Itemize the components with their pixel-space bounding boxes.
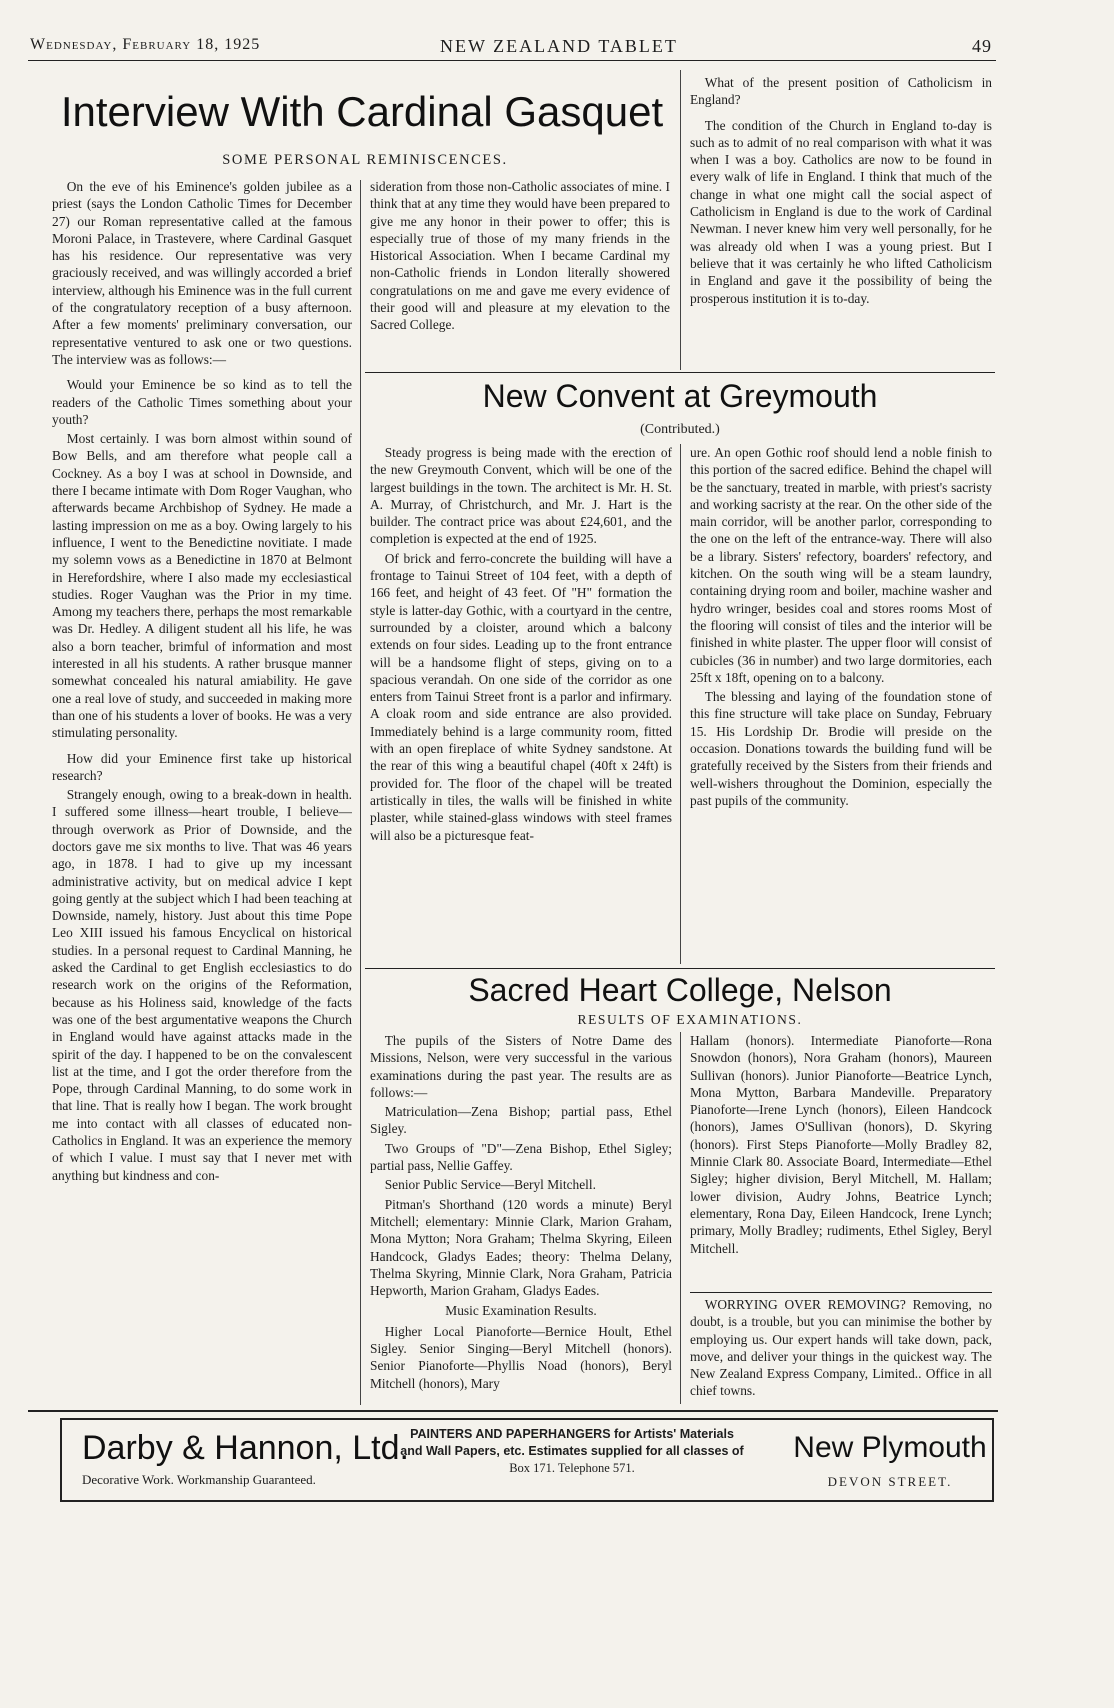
- convent-byline: (Contributed.): [640, 422, 720, 437]
- interview-question: Would your Eminence be so kind as to tell the readers of the Catholic Times something about your youth?: [52, 377, 352, 427]
- advert-street: DEVON STREET.: [827, 1474, 953, 1489]
- convent-paragraph: Of brick and ferro-concrete the building will have a frontage to Tainui Street of 104 feet, with a depth of 166 feet, and height of 43 feet. Of "H" formation the style is latter-day Gothic, with a courtyard in the centre, surrounded by a cloister, around which a balcony extends on four sides. Leading up to the front entrance will be a handsome flight of steps, giving on to a spacious verandah. On one side of the corridor as one enters from Tainui Street front is a parlor and infirmary. A cloak room and side entrance are also provided. Immediately behind is a large community room, fitted with an open fireplace of white Sydney sandstone. At the rear of this wing a beautiful chapel (40ft x 24ft) is provided for. The floor of the chapel will be treated artistically in tiles, the walls will be finished in white plaster, while stained-glass windows with steel frames will also be a picturesque feat-: [370, 550, 672, 843]
- ad-rule: [690, 1292, 992, 1293]
- interview-title: Interview With Cardinal Gasquet: [60, 88, 664, 135]
- interview-column-2: [370, 178, 670, 368]
- footer-rule: [28, 1410, 998, 1412]
- college-paragraph: Pitman's Shorthand (120 words a minute) Beryl Mitchell; elementary: Minnie Clark, Marion Graham, Mona Mytton; Nora Graham; Thelma Skyring, Eileen Handcock, Gladys Eades; theory: Thelma Delany, Thelma Skyring, Minnie Clark, Nora Graham, Patricia Hepworth, Marion Graham, Gladys Eades.: [370, 1196, 672, 1299]
- interview-paragraph: On the eve of his Eminence's golden jubilee as a priest (says the London Catholic Times for December 27) our Roman representative called at the famous Moroni Palace, in Trastevere, where Cardinal Gasquet has his residence. Our representative was very graciously received, and was willingly accorded a brief interview, although his Eminence was in the full current of the congratulatory reception of a busy afternoon. After a few moments' preliminary conversation, our representative ventured to ask one or two questions. The interview was as follows:—: [52, 179, 352, 367]
- convent-paragraph: ure. An open Gothic roof should lend a noble finish to this portion of the sacred edifice. Behind the chapel will be the sanctuary, treated in marble, with priest's sacristy and working sacristy at the rear. On the other side of the main corridor, will be another parlor, corresponding to the one on the left of the entrance-way. There will also be a library. Sisters' refectory, boarders' refectory, and kitchen. On the south wing will be a steam laundry, containing drying room and boiler, machine washer and hydro wringer, besides coal and stores rooms Most of the flooring will consist of tiles and the interior will be finished in white plaster. The upper floor will consist of cubicles (36 in number) and two large dormitories, each 25ft x 18ft, opening on to a balcony.: [690, 445, 992, 685]
- header-date: Wednesday, February 18, 1925: [30, 36, 261, 53]
- interview-column-3: [690, 74, 992, 370]
- music-heading: Music Examination Results.: [445, 1303, 597, 1319]
- interview-question: What of the present position of Catholicism in England?: [690, 75, 992, 108]
- masthead: NEW ZEALAND TABLET: [440, 36, 678, 56]
- column-divider: [360, 180, 361, 1405]
- advert-services: [362, 1426, 782, 1477]
- college-column-1: [370, 1032, 672, 1404]
- column-divider: [680, 70, 681, 370]
- college-paragraph: Higher Local Pianoforte—Bernice Hoult, Ethel Sigley. Senior Singing—Beryl Mitchell (honors). Senior Pianoforte—Phyllis Noad (honors), Beryl Mitchell (honors), Mary: [370, 1323, 672, 1391]
- college-subtitle: RESULTS OF EXAMINATIONS.: [577, 1012, 803, 1027]
- advert-services-line-1: PAINTERS AND PAPERHANGERS for Artists' Materials: [410, 1427, 734, 1441]
- advert-contact: Box 171. Telephone 571.: [509, 1461, 635, 1475]
- removing-advert-text: WORRYING OVER REMOVING? Removing, no doubt, is a trouble, but you can minimise the bother by employing us. Our expert hands will take down, pack, move, and deliver your things in the quickest way. The New Zealand Express Company, Limited.. Office in all chief towns.: [690, 1297, 992, 1399]
- bottom-advert: [60, 1418, 994, 1502]
- removing-advert: [690, 1296, 992, 1404]
- convent-paragraph: The blessing and laying of the foundation stone of this fine structure will take place on Sunday, February 15. His Lordship Dr. Brodie will preside on the occasion. Donations towards the building fund will be gratefully received by the Sisters from their friends and well-wishers throughout the Dominion, especially the past pupils of the community.: [690, 689, 992, 808]
- interview-paragraph: The condition of the Church in England to-day is such as to admit of no real comparison with what it was when I was a boy. Catholics are now to be found in every walk of life in England. I think that much of the change in what one might call the social aspect of Catholicism in England is due to the work of Cardinal Newman. I never knew him very well personally, for he was already old when I was a young priest. But I believe that it was certainly he who lifted Catholicism in England and gave it the possibility of being the prosperous institution it is to-day.: [690, 117, 992, 306]
- column-divider: [680, 1032, 681, 1404]
- convent-column-1: [370, 444, 672, 964]
- page-number: 49: [972, 36, 992, 56]
- advert-services-line-2: and Wall Papers, etc. Estimates supplied for all classes of: [400, 1444, 744, 1458]
- advert-company-name: Darby & Hannon, Ltd.: [82, 1429, 409, 1467]
- college-paragraph: Senior Public Service—Beryl Mitchell.: [384, 1177, 596, 1193]
- section-rule: [365, 372, 995, 373]
- interview-paragraph: sideration from those non-Catholic associates of mine. I think that at any time they would have been prepared to give me any honor in their power to offer; this is especially true of those of my many friends in the Historical Association. When I became Cardinal my non-Catholic friends in London literally showered congratulations on me and gave me every evidence of their good will and pleasure at my elevation to the Sacred College.: [370, 179, 670, 333]
- college-paragraph: Hallam (honors). Intermediate Pianoforte—Rona Snowdon (honors), Nora Graham (honors), Maureen Sullivan (honors). Junior Pianoforte—Beatrice Lynch, Mona Mytton, Barbara Mandeville. Preparatory Pianoforte—Irene Lynch (honors), Eileen Handcock (honors), James O'Sullivan (honors), D. Skyring (honors). First Steps Pianoforte—Molly Bradley 82, Minnie Clark 80. Associate Board, Intermediate—Ethel Sigley; higher division, Beryl Mitchell, M. Hallam; lower division, Audry Johns, Beatrice Lynch; elementary, Rona Day, Eileen Handcock, Irene Lynch; primary, Molly Bradley; rudiments, Ethel Sigley, Beryl Mitchell.: [690, 1033, 992, 1256]
- section-rule: [365, 968, 995, 969]
- convent-column-2: [690, 444, 992, 964]
- interview-paragraph: Strangely enough, owing to a break-down in health. I suffered some illness—heart trouble, I believe—through overwork as Prior of Downside, and the doctors gave me six months to live. That was 46 years ago, in 1878. I had to give up my incessant administrative activity, but on medical advice I kept going gently at the subject which I had been teaching at Downside, namely, history. Just about this time Pope Leo XIII issued his famous Encyclical on historical studies. In a personal request to Cardinal Manning, he asked the Cardinal to get English ecclesiastics to do research work on the origins of the Reformation, because as his Holiness said, knowledge of the facts was one of the best argumentative weapons the Church in England would have against attacks made in the spirit of the day. I happened to be on the convalescent list at the time, and I got the order therefore from the Pope, through Cardinal Manning, to do some work in that line. That is really how I began. The work brought me into contact with all classes of educated non-Catholics in England. It was an experience the memory of which I value. I must say that I never met with anything but kindness and con-: [52, 787, 352, 1183]
- interview-paragraph: Most certainly. I was born almost within sound of Bow Bells, and am therefore what people call a Cockney. As a boy I was at school in Downside, and there I became intimate with Dom Roger Vaughan, who afterwards became Archbishop of Sydney. He made a lasting impression on me as a boy. Owing largely to his influence, I went to the Benedictine novitiate. I made my solemn vows as a Benedictine in 1870 at Belmont in Herefordshire, where I also made my ecclesiastical studies. Roger Vaughan was the Prior in my time. Among my teachers there, perhaps the most remarkable was Dr. Hedley. A diligent student all his life, he was also a born teacher, brimful of information and most interested in all his students. A rather brusque manner somewhat concealed his natural amiability. He gave one a real love of study, and succeeded in making more than one of his students a lover of books. He was a very stimulating personality.: [52, 431, 352, 741]
- interview-question: How did your Eminence first take up historical research?: [52, 750, 352, 783]
- college-column-2: [690, 1032, 992, 1282]
- convent-paragraph: Steady progress is being made with the erection of the new Greymouth Convent, which will be one of the largest buildings in the town. The architect is Mr. H. St. A. Murray, of Christchurch, and Mr. J. Hart is the builder. The contract price was about £24,601, and the completion is expected at the end of 1925.: [370, 445, 672, 547]
- convent-title: New Convent at Greymouth: [482, 378, 878, 414]
- college-paragraph: The pupils of the Sisters of Notre Dame des Missions, Nelson, were very successful in the various examinations during the past year. The results are as follows:—: [370, 1033, 672, 1100]
- college-paragraph: Matriculation—Zena Bishop; partial pass, Ethel Sigley.: [370, 1104, 672, 1137]
- college-paragraph: Two Groups of "D"—Zena Bishop, Ethel Sigley; partial pass, Nellie Gaffey.: [370, 1140, 672, 1174]
- advert-company-tagline: Decorative Work. Workmanship Guaranteed.: [82, 1472, 316, 1487]
- column-divider: [680, 444, 681, 964]
- college-title: Sacred Heart College, Nelson: [468, 972, 892, 1008]
- header-rule: [28, 60, 996, 61]
- advert-town: New Plymouth: [793, 1431, 987, 1464]
- interview-subtitle: SOME PERSONAL REMINISCENCES.: [222, 152, 508, 168]
